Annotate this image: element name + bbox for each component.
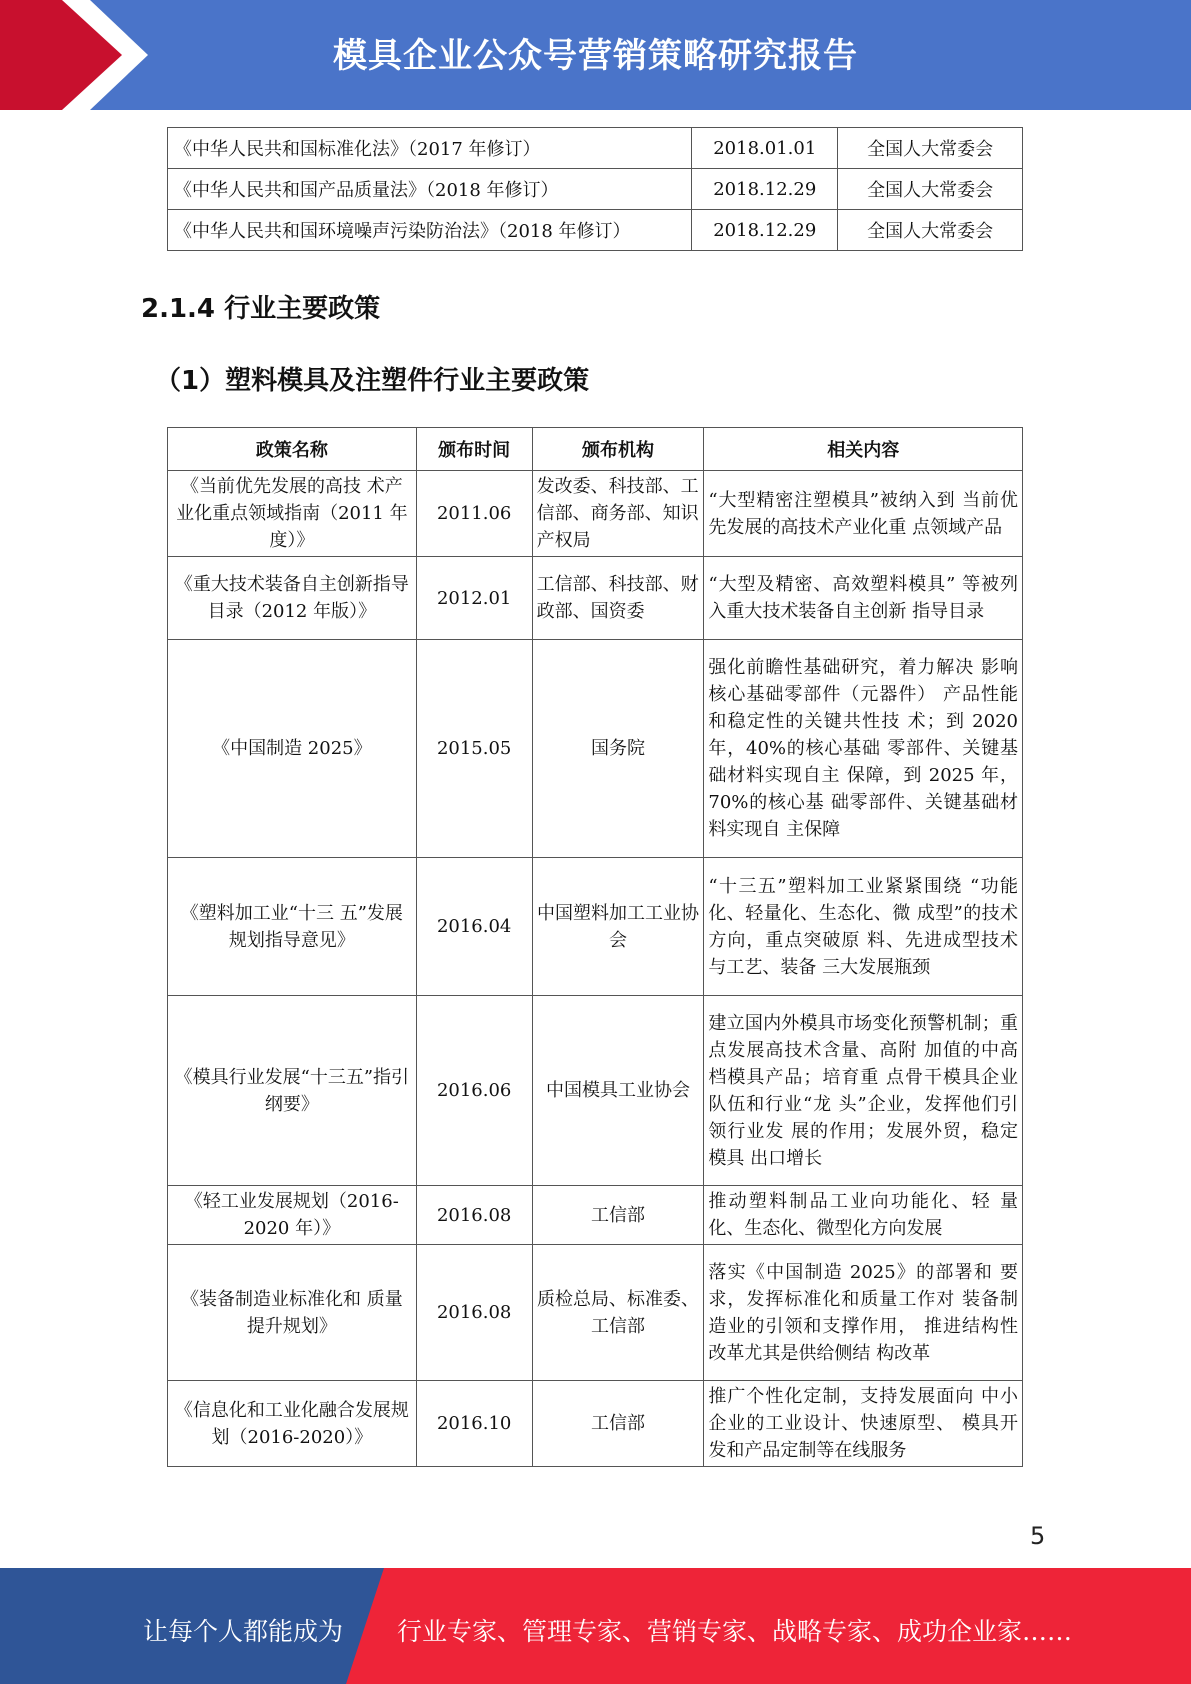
table-row bbox=[168, 471, 1023, 557]
policy-content: 落实《中国制造 2025》的部署和 要求，发挥标准化和质量工作对 装备制造业的引领和支撑作用， 推进结构性改革尤其是供给侧结 构改革 bbox=[704, 1245, 1023, 1381]
page-footer bbox=[0, 1568, 1191, 1684]
policy-date: 2016.04 bbox=[416, 858, 532, 996]
policy-agency: 中国塑料加工工业协会 bbox=[532, 858, 704, 996]
policy-agency: 工信部 bbox=[532, 1186, 704, 1245]
column-header: 颁布机构 bbox=[532, 428, 704, 471]
policy-table bbox=[167, 427, 1023, 1467]
table-row bbox=[168, 557, 1023, 640]
policy-content: “大型及精密、高效塑料模具” 等被列入重大技术装备自主创新 指导目录 bbox=[704, 557, 1023, 640]
policy-name: 《当前优先发展的高技 术产业化重点领域指南（2011 年度）》 bbox=[168, 471, 417, 557]
section-heading: 2.1.4 行业主要政策 bbox=[141, 294, 381, 324]
law-agency: 全国人大常委会 bbox=[838, 128, 1023, 169]
table-row bbox=[168, 1186, 1023, 1245]
table-row bbox=[168, 858, 1023, 996]
policy-date: 2016.08 bbox=[416, 1186, 532, 1245]
policy-content: “十三五”塑料加工业紧紧围绕 “功能化、轻量化、生态化、微 成型”的技术方向，重点突破原 料、先进成型技术与工艺、装备 三大发展瓶颈 bbox=[704, 858, 1023, 996]
policy-name: 《模具行业发展“十三五”指引纲要》 bbox=[168, 996, 417, 1186]
table-row bbox=[168, 996, 1023, 1186]
subsection-heading: （1）塑料模具及注塑件行业主要政策 bbox=[155, 366, 590, 396]
policy-date: 2012.01 bbox=[416, 557, 532, 640]
table-row bbox=[168, 128, 1023, 169]
policy-name: 《重大技术装备自主创新指导目录（2012 年版）》 bbox=[168, 557, 417, 640]
policy-content: 推广个性化定制，支持发展面向 中小企业的工业设计、快速原型、 模具开发和产品定制等在线服务 bbox=[704, 1381, 1023, 1467]
table-row bbox=[168, 640, 1023, 858]
law-date: 2018.12.29 bbox=[692, 210, 838, 251]
law-name: 《中华人民共和国环境噪声污染防治法》（2018 年修订） bbox=[168, 210, 692, 251]
policy-content: “大型精密注塑模具”被纳入到 当前优先发展的高技术产业化重 点领域产品 bbox=[704, 471, 1023, 557]
table-row bbox=[168, 1245, 1023, 1381]
table-row bbox=[168, 210, 1023, 251]
policy-content: 强化前瞻性基础研究，着力解决 影响核心基础零部件（元器件） 产品性能和稳定性的关键共性技 术；到 2020 年，40%的核心基础 零部件、关键基础材料实现自主 保障，到 2025 年，70%的核心基 础零部件、关键基础材料实现自 主保障 bbox=[704, 640, 1023, 858]
policy-name: 《塑料加工业“十三 五”发展规划指导意见》 bbox=[168, 858, 417, 996]
policy-agency: 质检总局、标准委、工信部 bbox=[532, 1245, 704, 1381]
page-header bbox=[0, 0, 1191, 110]
law-agency: 全国人大常委会 bbox=[838, 169, 1023, 210]
policy-date: 2016.10 bbox=[416, 1381, 532, 1467]
policy-agency: 中国模具工业协会 bbox=[532, 996, 704, 1186]
table-row bbox=[168, 169, 1023, 210]
footer-slogan-left: 让每个人都能成为 bbox=[143, 1617, 344, 1646]
policy-agency: 发改委、科技部、工信部、商务部、知识产权局 bbox=[532, 471, 704, 557]
policy-content: 推动塑料制品工业向功能化、轻 量化、生态化、微型化方向发展 bbox=[704, 1186, 1023, 1245]
policy-agency: 国务院 bbox=[532, 640, 704, 858]
column-header: 颁布时间 bbox=[416, 428, 532, 471]
header-title: 模具企业公众号营销策略研究报告 bbox=[333, 36, 858, 76]
law-name: 《中华人民共和国产品质量法》（2018 年修订） bbox=[168, 169, 692, 210]
page-number: 5 bbox=[1030, 1522, 1046, 1550]
column-header: 相关内容 bbox=[704, 428, 1023, 471]
policy-agency: 工信部、科技部、财政部、国资委 bbox=[532, 557, 704, 640]
policy-name: 《中国制造 2025》 bbox=[168, 640, 417, 858]
policy-name: 《信息化和工业化融合发展规划（2016-2020）》 bbox=[168, 1381, 417, 1467]
table-row bbox=[168, 1381, 1023, 1467]
footer-slogan-right: 行业专家、管理专家、营销专家、战略专家、成功企业家…… bbox=[397, 1617, 1073, 1646]
policy-agency: 工信部 bbox=[532, 1381, 704, 1467]
policy-content: 建立国内外模具市场变化预警机制；重点发展高技术含量、高附 加值的中高档模具产品；培育重 点骨干模具企业队伍和行业“龙 头”企业，发挥他们引领行业发 展的作用；发展外贸，稳定模具 出口增长 bbox=[704, 996, 1023, 1186]
law-name: 《中华人民共和国标准化法》（2017 年修订） bbox=[168, 128, 692, 169]
law-date: 2018.01.01 bbox=[692, 128, 838, 169]
policy-date: 2016.08 bbox=[416, 1245, 532, 1381]
law-table bbox=[167, 127, 1023, 251]
policy-name: 《装备制造业标准化和 质量提升规划》 bbox=[168, 1245, 417, 1381]
policy-date: 2016.06 bbox=[416, 996, 532, 1186]
policy-date: 2015.05 bbox=[416, 640, 532, 858]
law-agency: 全国人大常委会 bbox=[838, 210, 1023, 251]
column-header: 政策名称 bbox=[168, 428, 417, 471]
policy-date: 2011.06 bbox=[416, 471, 532, 557]
table-header-row bbox=[168, 428, 1023, 471]
policy-name: 《轻工业发展规划（2016-2020 年）》 bbox=[168, 1186, 417, 1245]
law-date: 2018.12.29 bbox=[692, 169, 838, 210]
